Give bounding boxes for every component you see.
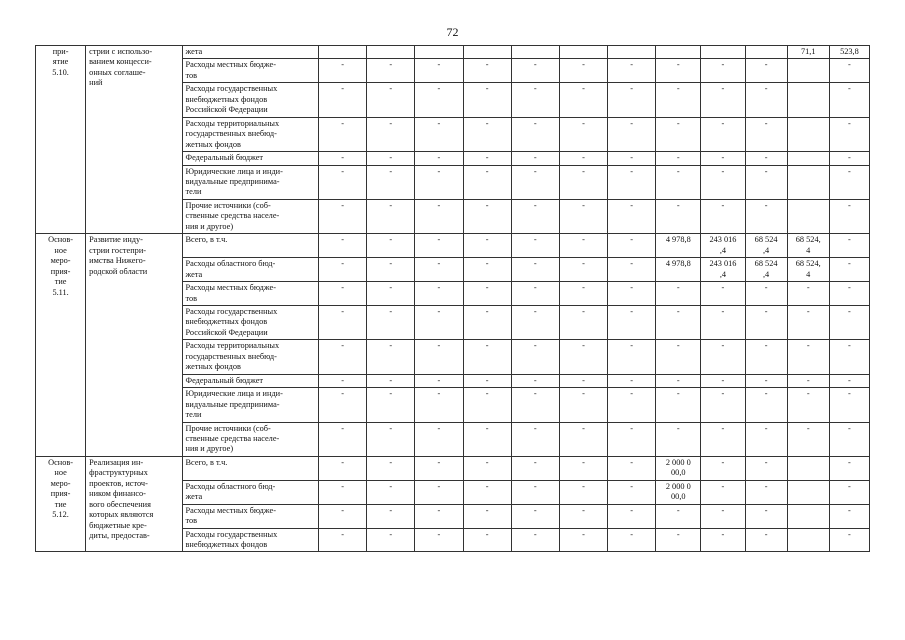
value-cell: - (559, 152, 607, 165)
value-cell: - (701, 422, 745, 456)
funding-source-cell: Юридические лица и инди- видуальные предпринима- тели (182, 388, 318, 422)
value-cell: - (319, 258, 367, 282)
value-cell: - (415, 305, 463, 339)
value-cell: - (829, 83, 869, 117)
value-cell (787, 504, 829, 528)
value-cell: - (745, 340, 787, 374)
value-cell (511, 46, 559, 59)
value-cell: - (829, 152, 869, 165)
funding-source-cell: Прочие источники (соб- ственные средства населе- ния и другое) (182, 422, 318, 456)
value-cell: - (367, 282, 415, 306)
value-cell: - (511, 305, 559, 339)
value-cell: - (463, 422, 511, 456)
value-cell (701, 46, 745, 59)
value-cell: - (829, 305, 869, 339)
value-cell: - (829, 117, 869, 151)
value-cell: - (319, 165, 367, 199)
value-cell: - (367, 234, 415, 258)
value-cell: - (463, 165, 511, 199)
funding-source-cell: Расходы местных бюдже- тов (182, 504, 318, 528)
value-cell: - (319, 480, 367, 504)
value-cell: - (701, 388, 745, 422)
value-cell: - (367, 152, 415, 165)
budget-table (35, 45, 870, 552)
value-cell: - (463, 388, 511, 422)
value-cell: - (745, 165, 787, 199)
value-cell: - (463, 199, 511, 233)
value-cell: - (745, 374, 787, 387)
funding-source-cell: Расходы территориальных государственных внебюд- жетных фондов (182, 117, 318, 151)
value-cell: - (367, 305, 415, 339)
value-cell: - (829, 234, 869, 258)
value-cell: - (415, 83, 463, 117)
value-cell: - (745, 199, 787, 233)
value-cell: - (511, 422, 559, 456)
value-cell: - (319, 83, 367, 117)
funding-source-cell: Расходы областного бюд- жета (182, 480, 318, 504)
value-cell: - (745, 59, 787, 83)
value-cell: - (415, 152, 463, 165)
value-cell: - (319, 422, 367, 456)
funding-source-cell: Расходы местных бюдже- тов (182, 282, 318, 306)
table-row (36, 456, 870, 480)
value-cell: 2 000 0 00,0 (656, 480, 701, 504)
funding-source-cell: Федеральный бюджет (182, 152, 318, 165)
value-cell (787, 165, 829, 199)
value-cell: - (559, 340, 607, 374)
value-cell: - (745, 117, 787, 151)
value-cell: - (559, 165, 607, 199)
value-cell: - (829, 456, 869, 480)
value-cell: 68 524 ,4 (745, 234, 787, 258)
funding-source-cell: Расходы государственных внебюджетных фондов Российской Федерации (182, 83, 318, 117)
value-cell: - (463, 528, 511, 552)
value-cell: - (608, 456, 656, 480)
value-cell: 68 524, 4 (787, 258, 829, 282)
value-cell: - (656, 165, 701, 199)
value-cell: - (511, 59, 559, 83)
value-cell: - (656, 388, 701, 422)
value-cell: - (415, 258, 463, 282)
value-cell: - (608, 374, 656, 387)
value-cell: - (559, 305, 607, 339)
value-cell: - (511, 340, 559, 374)
value-cell: - (701, 456, 745, 480)
value-cell: 243 016 ,4 (701, 258, 745, 282)
value-cell: - (319, 282, 367, 306)
value-cell: - (559, 422, 607, 456)
value-cell: - (608, 504, 656, 528)
value-cell: - (415, 199, 463, 233)
value-cell: - (463, 456, 511, 480)
value-cell: - (511, 165, 559, 199)
value-cell: - (511, 374, 559, 387)
value-cell: - (829, 59, 869, 83)
value-cell: 523,8 (829, 46, 869, 59)
funding-source-cell: Юридические лица и инди- видуальные предпринима- тели (182, 165, 318, 199)
value-cell: - (367, 422, 415, 456)
value-cell: - (511, 152, 559, 165)
value-cell: - (559, 258, 607, 282)
measure-name-cell: стрии с использо- ванием концесси- онных соглаше- ний (86, 46, 182, 234)
value-cell: - (608, 258, 656, 282)
value-cell: - (656, 374, 701, 387)
value-cell: - (608, 305, 656, 339)
value-cell: - (656, 422, 701, 456)
value-cell: - (463, 504, 511, 528)
value-cell: - (463, 282, 511, 306)
value-cell: - (656, 340, 701, 374)
value-cell: - (656, 504, 701, 528)
value-cell: 243 016 ,4 (701, 234, 745, 258)
value-cell: - (511, 199, 559, 233)
measure-number-cell: Основ- ное меро- прия- тие 5.11. (36, 234, 86, 457)
value-cell: - (701, 152, 745, 165)
value-cell: - (608, 528, 656, 552)
value-cell: - (463, 340, 511, 374)
value-cell: - (608, 117, 656, 151)
value-cell: - (559, 199, 607, 233)
value-cell: - (745, 504, 787, 528)
value-cell: - (701, 282, 745, 306)
value-cell: - (319, 504, 367, 528)
value-cell: - (367, 83, 415, 117)
value-cell: - (367, 480, 415, 504)
value-cell: - (319, 117, 367, 151)
value-cell: - (701, 374, 745, 387)
value-cell (787, 199, 829, 233)
value-cell: 4 978,8 (656, 234, 701, 258)
measure-number-cell: Основ- ное меро- прия- тие 5.12. (36, 456, 86, 552)
value-cell: 68 524 ,4 (745, 258, 787, 282)
value-cell: - (829, 504, 869, 528)
value-cell: - (415, 59, 463, 83)
value-cell: - (745, 388, 787, 422)
value-cell: - (656, 152, 701, 165)
value-cell: - (511, 528, 559, 552)
value-cell: - (656, 305, 701, 339)
value-cell: - (745, 305, 787, 339)
value-cell: - (559, 504, 607, 528)
value-cell: - (787, 305, 829, 339)
value-cell: - (319, 456, 367, 480)
value-cell: - (608, 388, 656, 422)
value-cell (787, 83, 829, 117)
value-cell (787, 456, 829, 480)
value-cell: - (319, 234, 367, 258)
measure-name-cell: Реализация ин- фраструктурных проектов, источ- ником финансо- вого обеспечения которых являются бюджетные кре- диты, предостав- (86, 456, 182, 552)
value-cell: - (787, 422, 829, 456)
value-cell: - (367, 117, 415, 151)
value-cell: - (415, 456, 463, 480)
value-cell: - (415, 504, 463, 528)
value-cell: - (608, 152, 656, 165)
value-cell: - (701, 305, 745, 339)
value-cell: - (463, 374, 511, 387)
funding-source-cell: Федеральный бюджет (182, 374, 318, 387)
value-cell: - (367, 165, 415, 199)
value-cell: - (656, 282, 701, 306)
value-cell: - (415, 117, 463, 151)
value-cell: - (415, 422, 463, 456)
value-cell: - (829, 480, 869, 504)
funding-source-cell: жета (182, 46, 318, 59)
value-cell: - (511, 83, 559, 117)
value-cell (319, 46, 367, 59)
value-cell: - (787, 374, 829, 387)
value-cell: - (559, 282, 607, 306)
value-cell: - (745, 83, 787, 117)
value-cell: - (608, 282, 656, 306)
value-cell: - (463, 234, 511, 258)
value-cell: - (463, 258, 511, 282)
value-cell (656, 46, 701, 59)
value-cell (787, 59, 829, 83)
value-cell: - (608, 422, 656, 456)
value-cell: - (511, 456, 559, 480)
value-cell: - (745, 422, 787, 456)
value-cell: - (656, 59, 701, 83)
value-cell (787, 117, 829, 151)
value-cell: - (511, 258, 559, 282)
value-cell: - (367, 374, 415, 387)
value-cell: - (559, 528, 607, 552)
table-body (36, 46, 870, 552)
page-number: 72 (446, 25, 459, 39)
value-cell: - (656, 528, 701, 552)
value-cell: - (745, 528, 787, 552)
value-cell: - (559, 388, 607, 422)
value-cell: - (787, 340, 829, 374)
value-cell: - (656, 83, 701, 117)
value-cell (787, 152, 829, 165)
value-cell: - (319, 59, 367, 83)
value-cell: - (745, 282, 787, 306)
value-cell: - (656, 117, 701, 151)
value-cell (463, 46, 511, 59)
value-cell: - (511, 234, 559, 258)
value-cell: - (319, 305, 367, 339)
value-cell: - (511, 117, 559, 151)
value-cell: - (415, 374, 463, 387)
value-cell: - (701, 117, 745, 151)
funding-source-cell: Расходы областного бюд- жета (182, 258, 318, 282)
value-cell: - (829, 258, 869, 282)
value-cell: - (463, 480, 511, 504)
measure-name-cell: Развитие инду- стрии гостепри- имства Нижего- родской области (86, 234, 182, 457)
value-cell: - (829, 388, 869, 422)
value-cell: - (463, 152, 511, 165)
value-cell: - (656, 199, 701, 233)
value-cell: - (319, 374, 367, 387)
funding-source-cell: Расходы государственных внебюджетных фондов (182, 528, 318, 552)
value-cell: - (367, 340, 415, 374)
value-cell: 71,1 (787, 46, 829, 59)
value-cell: - (608, 83, 656, 117)
funding-source-cell: Расходы территориальных государственных внебюд- жетных фондов (182, 340, 318, 374)
value-cell: - (701, 59, 745, 83)
funding-source-cell: Прочие источники (соб- ственные средства населе- ния и другое) (182, 199, 318, 233)
value-cell: - (608, 234, 656, 258)
value-cell: - (319, 388, 367, 422)
value-cell: - (701, 504, 745, 528)
value-cell: - (701, 340, 745, 374)
value-cell (415, 46, 463, 59)
value-cell: - (559, 374, 607, 387)
value-cell: - (745, 152, 787, 165)
value-cell (787, 480, 829, 504)
value-cell: - (559, 83, 607, 117)
value-cell: - (829, 422, 869, 456)
value-cell: - (367, 199, 415, 233)
value-cell: - (701, 528, 745, 552)
value-cell: - (511, 388, 559, 422)
table-row (36, 234, 870, 258)
value-cell: - (319, 152, 367, 165)
value-cell: - (829, 528, 869, 552)
value-cell: - (367, 59, 415, 83)
value-cell: - (745, 456, 787, 480)
value-cell: - (701, 83, 745, 117)
value-cell: - (511, 282, 559, 306)
value-cell: 2 000 0 00,0 (656, 456, 701, 480)
funding-source-cell: Всего, в т.ч. (182, 234, 318, 258)
value-cell: - (608, 340, 656, 374)
value-cell: - (829, 340, 869, 374)
value-cell: - (463, 117, 511, 151)
value-cell: - (511, 504, 559, 528)
value-cell: - (367, 456, 415, 480)
value-cell: - (415, 528, 463, 552)
value-cell: - (463, 83, 511, 117)
value-cell: - (559, 117, 607, 151)
value-cell (608, 46, 656, 59)
measure-number-cell: при- ятие 5.10. (36, 46, 86, 234)
value-cell: - (559, 59, 607, 83)
funding-source-cell: Расходы местных бюдже- тов (182, 59, 318, 83)
value-cell: - (559, 480, 607, 504)
value-cell: - (367, 258, 415, 282)
value-cell: - (463, 59, 511, 83)
value-cell: 4 978,8 (656, 258, 701, 282)
value-cell: - (367, 504, 415, 528)
funding-source-cell: Расходы государственных внебюджетных фондов Российской Федерации (182, 305, 318, 339)
value-cell (745, 46, 787, 59)
value-cell: - (415, 340, 463, 374)
value-cell: - (415, 165, 463, 199)
value-cell: - (415, 480, 463, 504)
value-cell: - (511, 480, 559, 504)
value-cell: - (319, 528, 367, 552)
value-cell: - (463, 305, 511, 339)
value-cell: - (829, 165, 869, 199)
value-cell: - (367, 528, 415, 552)
value-cell: - (415, 282, 463, 306)
value-cell: - (559, 234, 607, 258)
value-cell: - (608, 59, 656, 83)
value-cell: - (415, 234, 463, 258)
value-cell (367, 46, 415, 59)
value-cell: - (319, 340, 367, 374)
value-cell: - (559, 456, 607, 480)
value-cell: - (608, 199, 656, 233)
value-cell: - (608, 480, 656, 504)
value-cell: - (745, 480, 787, 504)
value-cell (787, 528, 829, 552)
value-cell: - (787, 388, 829, 422)
value-cell: - (829, 374, 869, 387)
value-cell: - (319, 199, 367, 233)
value-cell (559, 46, 607, 59)
value-cell: - (608, 165, 656, 199)
value-cell: - (701, 165, 745, 199)
value-cell: 68 524, 4 (787, 234, 829, 258)
value-cell: - (829, 199, 869, 233)
value-cell: - (415, 388, 463, 422)
funding-source-cell: Всего, в т.ч. (182, 456, 318, 480)
value-cell: - (701, 480, 745, 504)
value-cell: - (787, 282, 829, 306)
value-cell: - (367, 388, 415, 422)
table-row (36, 46, 870, 59)
value-cell: - (701, 199, 745, 233)
value-cell: - (829, 282, 869, 306)
